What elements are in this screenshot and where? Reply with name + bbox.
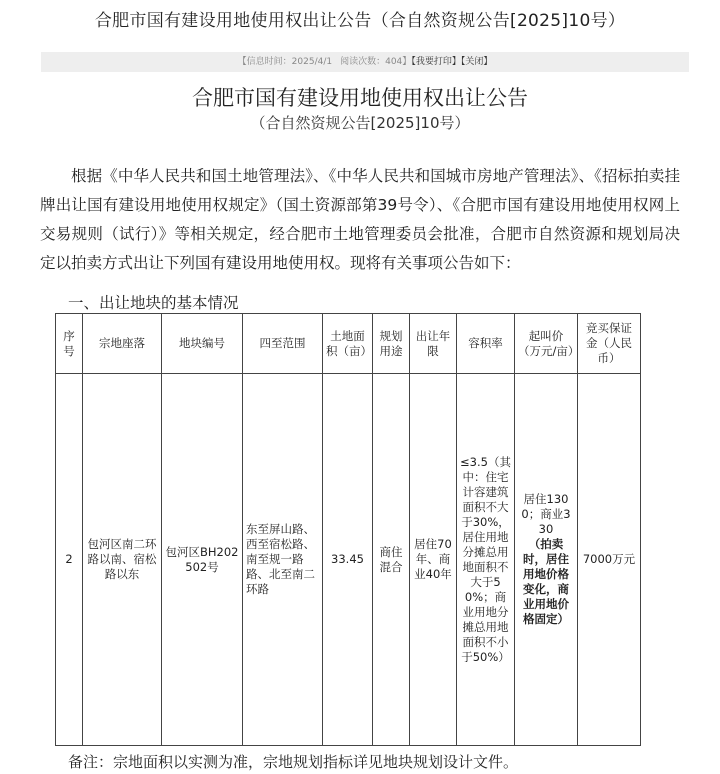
cell-deposit: 7000万元 bbox=[578, 374, 641, 746]
cell-location: 包河区南二环路以南、宿松路以东 bbox=[83, 374, 162, 746]
views-label: 阅读次数： bbox=[340, 57, 386, 67]
header-term: 出让年限 bbox=[410, 314, 457, 374]
header-start-price: 起叫价（万元/亩） bbox=[515, 314, 578, 374]
cell-start-price bbox=[515, 374, 578, 746]
section-heading: 一、出让地块的基本情况 bbox=[68, 294, 239, 312]
document-number: （合自然资规公告[2025]10号） bbox=[250, 114, 470, 132]
header-location: 宗地座落 bbox=[83, 314, 162, 374]
header-far: 容积率 bbox=[457, 314, 515, 374]
footnote: 备注：宗地面积以实测为准，宗地规划指标详见地块规划设计文件。 bbox=[68, 753, 519, 771]
cell-far: ≤3.5（其中：住宅计容建筑面积不大于30%，居住用地分摊总用地面积不大于50%；商业用地分摊总用地面积不小于50%） bbox=[457, 374, 515, 746]
cell-term: 居住70年、商业40年 bbox=[410, 374, 457, 746]
views-value: 404 bbox=[385, 57, 403, 67]
cell-area: 33.45 bbox=[323, 374, 373, 746]
intro-paragraph: 根据《中华人民共和国土地管理法》、《中华人民共和国城市房地产管理法》、《招标拍卖挂牌出让国有建设用地使用权规定》（国土资源部第39号令）、《合肥市国有建设用地使用权网上交易规则（试行）》等相关规定，经合肥市土地管理委员会批准，合肥市自然资源和规划局决定以拍卖方式出让下列国有建设用地使用权。现将有关事项公告如下： bbox=[40, 167, 680, 272]
close-link[interactable]: 【关闭】 bbox=[460, 57, 493, 67]
header-use: 规划用途 bbox=[373, 314, 410, 374]
info-meta-bar bbox=[41, 52, 689, 72]
parcel-table bbox=[55, 313, 641, 746]
date-label: 【信息时间： bbox=[237, 57, 292, 67]
header-seq: 序号 bbox=[56, 314, 83, 374]
date-value: 2025/4/1 bbox=[291, 57, 333, 67]
meta-close-bracket: 】 bbox=[402, 57, 412, 67]
header-area: 土地面积（亩） bbox=[323, 314, 373, 374]
table-header-row bbox=[56, 314, 641, 374]
cell-parcel-no: 包河区BH202502号 bbox=[162, 374, 243, 746]
table-row bbox=[56, 374, 641, 746]
start-price-note: （拍卖时，居住用地价格变化，商业用地价格固定） bbox=[523, 537, 569, 626]
header-boundaries: 四至范围 bbox=[243, 314, 323, 374]
start-price-values: 居住1300；商业330 bbox=[521, 492, 571, 536]
page-top-title: 合肥市国有建设用地使用权出让公告（合自然资规公告[2025]10号） bbox=[94, 11, 626, 31]
cell-seq: 2 bbox=[56, 374, 83, 746]
header-deposit: 竞买保证金（人民币） bbox=[578, 314, 641, 374]
header-parcel-no: 地块编号 bbox=[162, 314, 243, 374]
print-link[interactable]: 【我要打印】 bbox=[411, 57, 461, 67]
cell-use: 商住混合 bbox=[373, 374, 410, 746]
cell-boundaries: 东至屏山路、西至宿松路、南至规一路路、北至南二环路 bbox=[243, 374, 323, 746]
article-title: 合肥市国有建设用地使用权出让公告 bbox=[192, 86, 528, 110]
